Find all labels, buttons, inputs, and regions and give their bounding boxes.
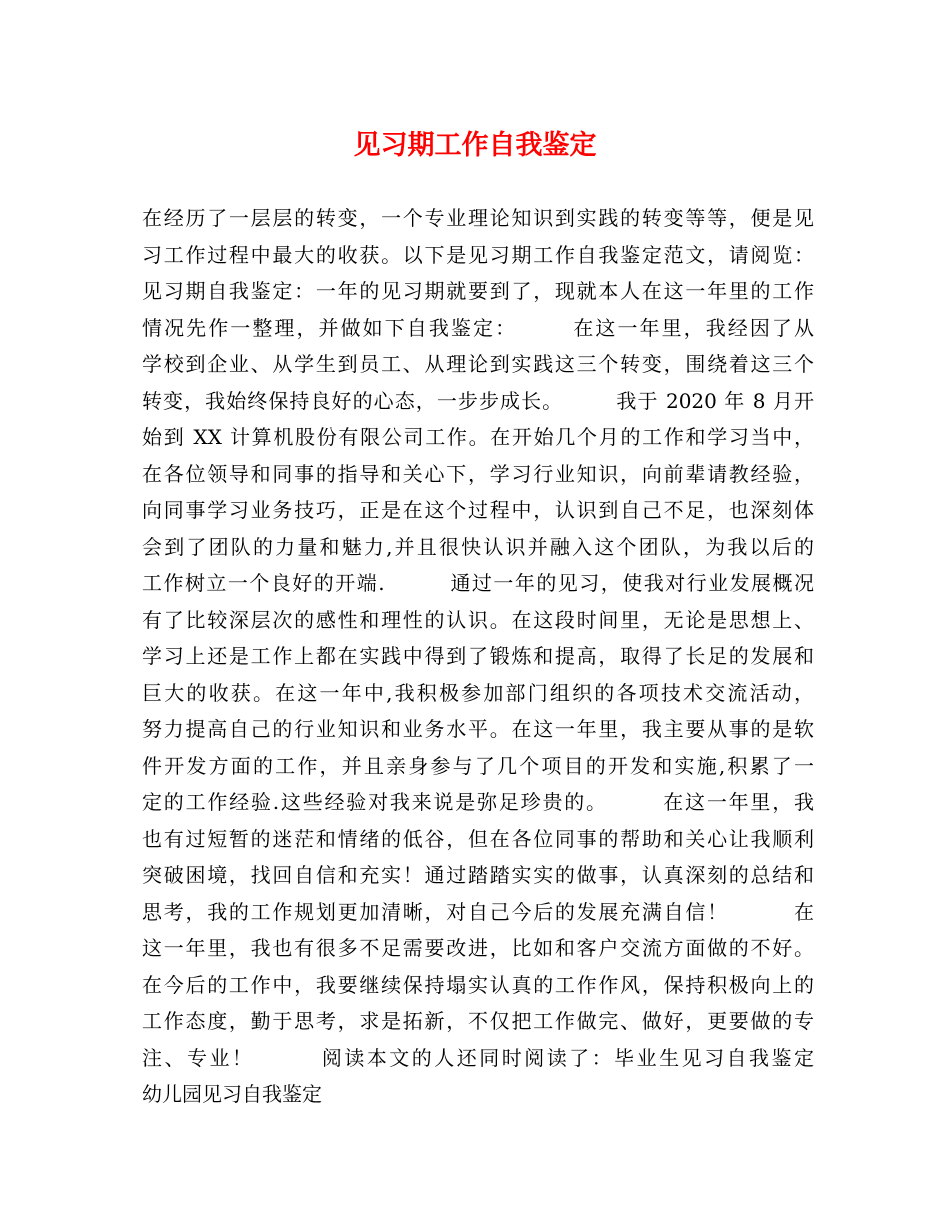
- body-line: 工作态度，勤于思考，求是拓新，不仅把工作做完、做好，更要做的专: [142, 1009, 814, 1033]
- body-line: 定的工作经验.这些经验对我来说是弥足珍贵的。 在这一年里，我: [142, 790, 814, 814]
- body-line: 有了比较深层次的感性和理性的认识。在这段时间里，无论是思想上、: [142, 607, 814, 632]
- body-line: 始到 XX 计算机股份有限公司工作。在开始几个月的工作和学习当中，: [142, 425, 814, 449]
- body-line: 巨大的收获。在这一年中,我积极参加部门组织的各项技术交流活动，: [142, 680, 814, 705]
- body-line: 工作树立一个良好的开端. 通过一年的见习，使我对行业发展概况: [142, 571, 814, 595]
- body-line: 学校到企业、从学生到员工、从理论到实践这三个转变，围绕着这三个: [142, 352, 814, 376]
- body-line: 件开发方面的工作，并且亲身参与了几个项目的开发和实施,积累了一: [142, 753, 814, 778]
- document-title: 见习期工作自我鉴定: [353, 130, 597, 161]
- body-line: 转变，我始终保持良好的心态，一步步成长。 我于 2020 年 8 月开: [142, 388, 814, 413]
- body-line: 突破困境，找回自信和充实！通过踏踏实实的做事，认真深刻的总结和: [142, 863, 814, 887]
- body-line: 注、专业！ 阅读本文的人还同时阅读了：毕业生见习自我鉴定: [142, 1045, 814, 1070]
- body-line: 学习上还是工作上都在实践中得到了锻炼和提高，取得了长足的发展和: [142, 644, 814, 668]
- body-line: 在今后的工作中，我要继续保持塌实认真的工作作风，保持积极向上的: [142, 972, 814, 997]
- document-body: [142, 200, 814, 1113]
- body-line: 这一年里，我也有很多不足需要改进，比如和客户交流方面做的不好。: [142, 936, 814, 960]
- body-line: 向同事学习业务技巧，正是在这个过程中，认识到自己不足，也深刻体: [142, 498, 814, 522]
- body-line: 也有过短暂的迷茫和情绪的低谷，但在各位同事的帮助和关心让我顺利: [142, 826, 814, 851]
- body-line: 情况先作一整理，并做如下自我鉴定： 在这一年里，我经因了从: [142, 315, 814, 340]
- body-line: 思考，我的工作规划更加清晰，对自己今后的发展充满自信！ 在: [142, 899, 814, 924]
- body-line: 在各位领导和同事的指导和关心下，学习行业知识，向前辈请教经验，: [142, 461, 814, 486]
- body-line: 习工作过程中最大的收获。以下是见习期工作自我鉴定范文，请阅览：: [142, 242, 814, 267]
- body-line: 在经历了一层层的转变，一个专业理论知识到实践的转变等等，便是见: [142, 206, 814, 230]
- body-line: 会到了团队的力量和魅力,并且很快认识并融入这个团队，为我以后的: [142, 534, 814, 559]
- body-line: 见习期自我鉴定：一年的见习期就要到了，现就本人在这一年里的工作: [142, 279, 814, 303]
- body-line: 幼儿园见习自我鉴定: [142, 1082, 322, 1106]
- body-line: 努力提高自己的行业知识和业务水平。在这一年里，我主要从事的是软: [142, 717, 814, 741]
